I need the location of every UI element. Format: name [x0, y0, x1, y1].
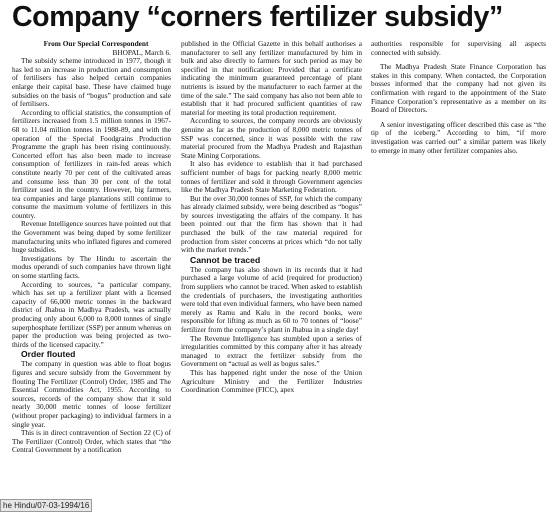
paragraph: According to sources, the company records are obviously genuine as far as the production of 8,000 metric tonnes of SSP was concerned, since it was possible with the raw material procured from the Madhya Pradesh and Rajasthan State Mining Corporations.: [181, 116, 362, 160]
subheading-cannot-be-traced: Cannot be traced: [190, 254, 261, 265]
byline: From Our Special Correspondent: [43, 39, 149, 48]
source-caption: he Hindu/07-03-1994/16: [0, 499, 92, 512]
article-column-2: [181, 40, 362, 395]
paragraph: authorities responsible for supervising all aspects connected with subsidy.: [371, 39, 546, 57]
paragraph: The subsidy scheme introduced in 1977, though it has led to an increase in production and consumption of fertilisers has also helped certain companies enlarge their capital base. These have claimed huge subsidies on the basis of “bogus” production and sale of fertilisers.: [12, 56, 171, 109]
paragraph: The company has also shown in its records that it had purchased a large volume of acid (required for production) from suppliers who cannot be traced. When asked to establish the credentials of purchasers, the investigating authorities were told that even individual farmers, who have been named merely as Ramu and Kalu in the record books, were responsible for lifting as much as 60 to 70 tonnes of “loose” fertilizer from the company’s plant in Jhabua in a single day!: [181, 264, 362, 334]
paragraph: published in the Official Gazette in this behalf authorises a manufacturer to sell any fertilizer manufactured by him in bulk and also directly to farmers for such period as may be specified in that notification: Provided that a certificate indicating the minimum guaranteed percentage of plant nutrients is issued by the manufacturer to each farmer at the time of the sale.” The said company has also not been able to establish that it had procured sufficient quantities of raw material for meeting its total production requirement.: [181, 39, 362, 117]
subheading-order-flouted: Order flouted: [21, 349, 76, 360]
paragraph: This is in direct contravention of Section 22 (C) of The Fertilizer (Control) Order, which states that “the Central Government by a notification: [12, 428, 171, 455]
dateline: BHOPAL, March 6.: [112, 47, 171, 57]
paragraph: A senior investigating officer described this case as “the tip of the iceberg.” According to him, “if more investigation was carried out” a similar pattern was likely to emerge in many other fertilizer companies also.: [371, 119, 546, 155]
paragraph: The company in question was able to float bogus figures and secure subsidy from the Government by flouting The Fertilizer (Control) Order, 1985 and The Essential Commodities Act, 1955. According to sources, records of the company show that it sold nearly 30,000 metric tonnes of loose fertilizer (without proper packaging) to individual farmers in a single year.: [12, 359, 171, 429]
paragraph: Revenue Intelligence sources have pointed out that the Government was being duped by some fertilizer manufacturing units who inflated figures and cornered huge subsidies.: [12, 219, 171, 255]
headline: Company “corners fertilizer subsidy”: [12, 1, 503, 33]
paragraph: This has happened right under the nose of the Union Agriculture Ministry and the Fertilizer Industries Coordination Committee (FICC), apex: [181, 367, 362, 395]
paragraph: But the over 30,000 tonnes of SSP, for which the company has already claimed subsidy, were being described as “bogus” by sources investigating the affairs of the company. It has been pointed out that the firm has shown that it had purchased the bulk of the raw material required for production from sister concerns at prices which “do not tally with the market trends.”: [181, 193, 362, 255]
paragraph: The Revenue Intelligence has stumbled upon a series of irregularities committed by this company after it has already managed to extract the fertilizer subsidy from the Government on “actual as well as bogus sales.”: [181, 333, 362, 369]
paragraph: According to official statistics, the consumption of fertilizers increased from 1.5 million tonnes in 1967-68 to 11.04 million tonnes in 1988-89, and with the operation of the Special Foodgrains Production Programme the graph has been rising continuously. Concerted effort has also been made to increase consumption of fertilizers in rain-fed areas which constitute nearly 70 per cent of the cultivated areas and consume less than 30 per cent of the total fertilizer used in the country. However, big farmers, tea companies and large plantations still continue to consume the maximum volume of fertilizers in this country.: [12, 107, 171, 220]
paragraph: It also has evidence to establish that it had purchased sufficient number of bags for packing nearly 8,000 metric tonnes of fertilizer and sold it through Government agencies like the Madhya Pradesh State Marketing Federation.: [181, 159, 362, 195]
paragraph: According to sources, “a particular company, which has set up a fertilizer plant with a licensed capacity of 66,000 metric tonnes in the backward district of Jhabua in Madhya Pradesh, was actually producing only about 6,000 to 8,000 tonnes of single superphosphate fertilizer (SSP) per annum whereas on paper the production was being projected as two-thirds of the licensed capacity.”: [12, 279, 171, 349]
paragraph: Investigations by The Hindu to ascertain the modus operandi of such companies have thrown light on some startling facts.: [12, 253, 171, 281]
article-column-1: [12, 40, 171, 455]
paragraph: The Madhya Pradesh State Finance Corporation has stakes in this company. When contacted, the Corporation bosses informed that the company had not given its confirmation with regard to the appointment of the State Finance Corporation’s representative as a member on its Board of Directors.: [371, 62, 546, 115]
article-column-3: [371, 40, 546, 155]
